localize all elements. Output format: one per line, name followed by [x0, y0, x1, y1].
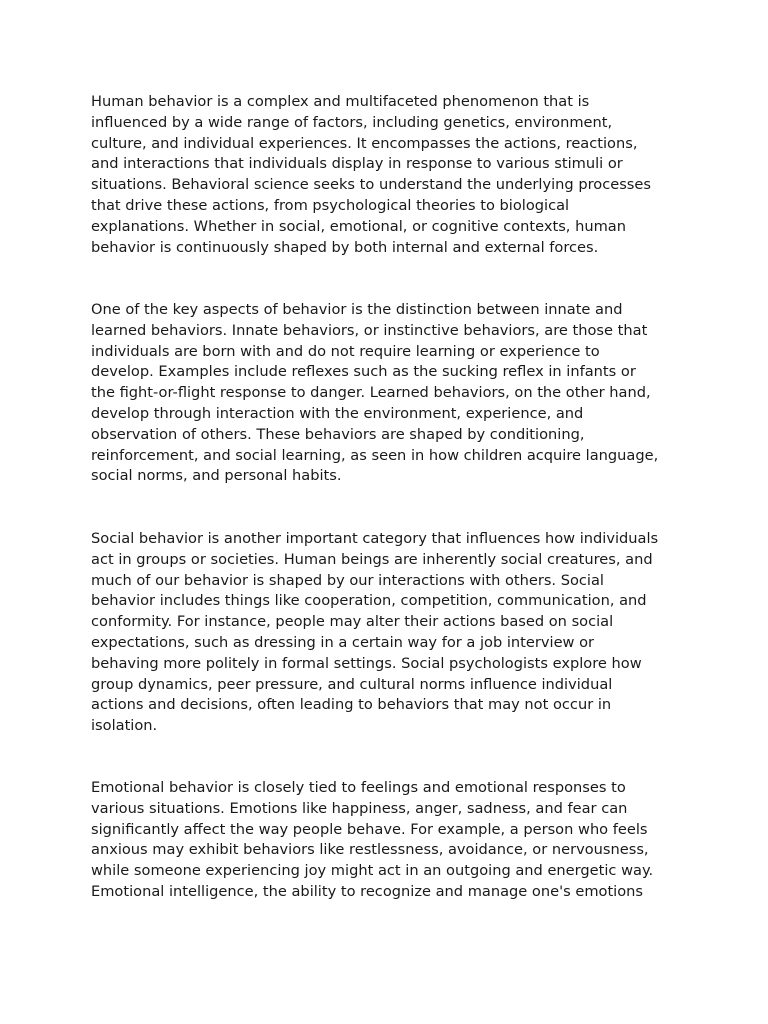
text-line: behaving more politely in formal settings. Social psychologists explore how	[91, 654, 642, 672]
text-line: significantly affect the way people behave. For example, a person who feels	[91, 820, 648, 838]
paragraph-innate-learned	[91, 300, 691, 487]
text-line: behavior is continuously shaped by both internal and external forces.	[91, 238, 599, 256]
text-line: Emotional intelligence, the ability to recognize and manage one's emotions	[91, 882, 644, 900]
text-line: group dynamics, peer pressure, and cultural norms influence individual	[91, 675, 613, 693]
text-line: and interactions that individuals display in response to various stimuli or	[91, 155, 623, 173]
text-line: develop through interaction with the environment, experience, and	[91, 404, 584, 422]
text-line: much of our behavior is shaped by our interactions with others. Social	[91, 571, 604, 589]
text-line: behavior includes things like cooperation, competition, communication, and	[91, 592, 647, 610]
text-line: situations. Behavioral science seeks to understand the underlying processes	[91, 176, 651, 194]
text-line: actions and decisions, often leading to behaviors that may not occur in	[91, 696, 612, 714]
paragraph-emotional-behavior	[91, 778, 691, 903]
text-line: the fight-or-flight response to danger. Learned behaviors, on the other hand,	[91, 384, 651, 402]
text-line: act in groups or societies. Human beings are inherently social creatures, and	[91, 550, 653, 568]
text-line: expectations, such as dressing in a certain way for a job interview or	[91, 633, 595, 651]
text-line: explanations. Whether in social, emotional, or cognitive contexts, human	[91, 217, 626, 235]
text-line: culture, and individual experiences. It encompasses the actions, reactions,	[91, 134, 638, 152]
text-line: Emotional behavior is closely tied to feelings and emotional responses to	[91, 779, 626, 796]
text-line: anxious may exhibit behaviors like restlessness, avoidance, or nervousness,	[91, 841, 649, 859]
text-line: Human behavior is a complex and multifaceted phenomenon that is	[91, 93, 590, 110]
text-line: social norms, and personal habits.	[91, 467, 342, 485]
text-line: individuals are born with and do not require learning or experience to	[91, 342, 600, 360]
paragraph-innate-overview	[91, 92, 691, 258]
text-line: One of the key aspects of behavior is the distinction between innate and	[91, 301, 623, 318]
text-line: while someone experiencing joy might act in an outgoing and energetic way.	[91, 862, 654, 880]
text-line: various situations. Emotions like happiness, anger, sadness, and fear can	[91, 799, 628, 817]
text-line: isolation.	[91, 717, 158, 735]
text-line: that drive these actions, from psychological theories to biological	[91, 196, 570, 214]
text-line: conformity. For instance, people may alter their actions based on social	[91, 613, 614, 631]
text-line: learned behaviors. Innate behaviors, or instinctive behaviors, are those that	[91, 321, 648, 339]
text-line: Social behavior is another important category that influences how individuals	[91, 530, 659, 547]
text-line: observation of others. These behaviors are shaped by conditioning,	[91, 425, 585, 443]
text-line: develop. Examples include reflexes such as the sucking reflex in infants or	[91, 363, 636, 381]
paragraph-social-behavior	[91, 529, 691, 737]
text-line: influenced by a wide range of factors, including genetics, environment,	[91, 113, 613, 131]
text-line: reinforcement, and social learning, as seen in how children acquire language,	[91, 446, 659, 464]
